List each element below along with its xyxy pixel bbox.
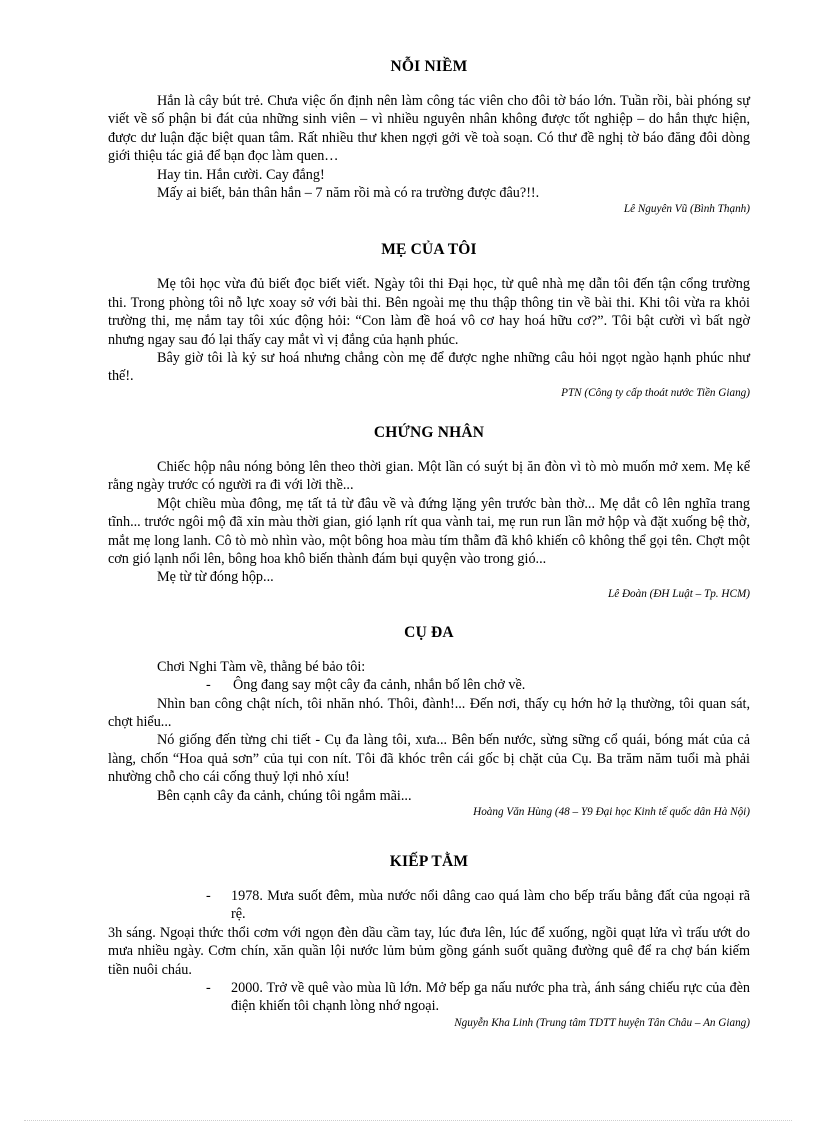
dash-list-item <box>108 887 750 924</box>
dash-list-item <box>108 979 750 1016</box>
story-paragraph: Hay tin. Hắn cười. Cay đắng! <box>157 166 325 183</box>
story-paragraph: Nó giống đến từng chi tiết - Cụ đa làng tôi, xưa... Bên bến nước, sừng sững cổ quái, bóng mát của cả làng, chốn “Hoa quả sơn” của tụi con nít. Tôi đã khóc trên cái gốc bị chặt của Cụ. Ba trăm năm tuổi mà phải nhường chỗ cho cái cống thuỷ lợi nhỏ xíu! <box>108 732 750 786</box>
story-paragraph: Bây giờ tôi là kỷ sư hoá nhưng chẳng còn mẹ để được nghe những câu hỏi ngọt ngào hạnh phúc như thế!. <box>108 350 750 385</box>
dash-list-item <box>108 676 750 694</box>
story-kiep-tam <box>108 853 750 1031</box>
story-title: CỤ ĐA <box>404 623 454 641</box>
dash-mark: - <box>206 887 211 904</box>
story-paragraph: 3h sáng. Ngoại thức thổi cơm với ngọn đèn dầu cầm tay, lúc đưa lên, lúc để xuống, ngồi quạt lửa vì trấu ướt do mưa nhiều ngày. Cơm chín, xăn quần lội nước lủm bủm gồng gánh suốt quãng đường quê để ra chợ bán kiếm tiền nuôi cháu. <box>108 924 750 978</box>
story-byline: Lê Nguyên Vũ (Bình Thạnh) <box>623 203 750 216</box>
story-paragraph: Hắn là cây bút trẻ. Chưa việc ổn định nên làm công tác viên cho đôi tờ báo lớn. Tuần rồi, bài phóng sự viết về số phận bi đát của những sinh viên – vì nhiều nguyên nhân không được tốt nghiệp – do hắn thực hiện, được dư luận đặc biệt quan tâm. Rất nhiều thư khen ngợi gởi về toà soạn. Có thư đề nghị tờ báo đăng đôi dòng giới thiệu tác giả để bạn đọc làm quen… <box>108 93 750 165</box>
dash-mark: - <box>206 980 211 996</box>
story-chung-nhan <box>108 424 750 602</box>
story-paragraph: Chiếc hộp nâu nóng bỏng lên theo thời gian. Một lần có suýt bị ăn đòn vì tò mò muốn mở xem. Mẹ kể rằng ngày trước có người ra đi với lời thề... <box>108 458 750 494</box>
document-page <box>108 58 750 1031</box>
story-title: NỖI NIỀM <box>390 58 468 75</box>
dash-item-text: 2000. Trở về quê vào mùa lũ lớn. Mở bếp ga nấu nước pha trà, ánh sáng chiếu rực của đèn điện khiến tôi chạnh lòng nhớ ngoại. <box>231 980 750 1015</box>
story-me-cua-toi <box>108 241 750 400</box>
story-byline: Nguyễn Kha Linh (Trung tâm TDTT huyện Tân Châu – An Giang) <box>454 1016 750 1029</box>
story-paragraph: Nhìn ban công chật ních, tôi nhăn nhó. Thôi, đành!... Đến nơi, thấy cụ hớn hở lạ thường, tôi quan sát, chợt hiểu... <box>108 695 750 730</box>
story-byline: PTN (Công ty cấp thoát nước Tiền Giang) <box>561 386 750 399</box>
story-paragraph: Mẹ từ từ đóng hộp... <box>157 569 274 586</box>
story-title: MẸ CỦA TÔI <box>381 241 477 259</box>
story-paragraph: Mấy ai biết, bản thân hắn – 7 năm rồi mà có ra trường được đâu?!!. <box>157 185 540 202</box>
story-intro: Chơi Nghi Tàm về, thằng bé bảo tôi: <box>157 658 366 675</box>
story-paragraph: Mẹ tôi học vừa đủ biết đọc biết viết. Ngày tôi thi Đại học, từ quê nhà mẹ dẫn tôi đến tận cổng trường thi. Trong phòng tôi nỗ lực xoay sở với bài thi. Bên ngoài mẹ thu thập thông tin về bài thi. Khi tôi vừa ra khỏi trường thi, mẹ nắm tay tôi xúc động hỏi: “Con làm đề hoá vô cơ hay hoá hữu cơ?”. Tôi bật cười vì bất ngờ nhưng ngay sau đó lại thấy cay mắt vì vị đắng của hạnh phúc. <box>108 276 750 348</box>
story-title: CHỨNG NHÂN <box>373 423 485 441</box>
dash-mark: - <box>206 677 211 694</box>
dash-item-text: 1978. Mưa suốt đêm, mùa nước nổi dâng cao quá làm cho bếp trấu bằng đất của ngoại rã rệ. <box>231 887 750 923</box>
story-paragraph: Một chiều mùa đông, mẹ tất tả từ đâu về và đứng lặng yên trước bàn thờ... Mẹ dắt cô lên nghĩa trang tĩnh... trước ngôi mộ đã xỉn màu thời gian, gió lạnh rít qua vành tai, mẹ run run lần mở hộp và đặt xuống bệ thờ, mắt mẹ long lanh. Cô tò mò nhìn vào, một bông hoa màu tím thẫm đã khô khiến cô không thể gọi tên. Chợt một cơn gió lạnh nổi lên, bông hoa khô biến thành đám bụi quyện vào trong gió... <box>108 495 750 567</box>
story-byline: Lê Đoàn (ĐH Luật – Tp. HCM) <box>607 587 750 600</box>
page-footer-divider <box>24 1120 792 1121</box>
story-title: KIẾP TẰM <box>389 852 469 870</box>
dash-item-text: Ông đang say một cây đa cảnh, nhắn bố lên chở về. <box>233 677 526 694</box>
story-noi-niem <box>108 58 750 217</box>
story-byline: Hoàng Văn Hùng (48 – Y9 Đại học Kinh tế quốc dân Hà Nội) <box>473 805 750 818</box>
story-cu-da <box>108 624 750 820</box>
story-paragraph: Bên cạnh cây đa cảnh, chúng tôi ngắm mãi... <box>157 787 412 804</box>
